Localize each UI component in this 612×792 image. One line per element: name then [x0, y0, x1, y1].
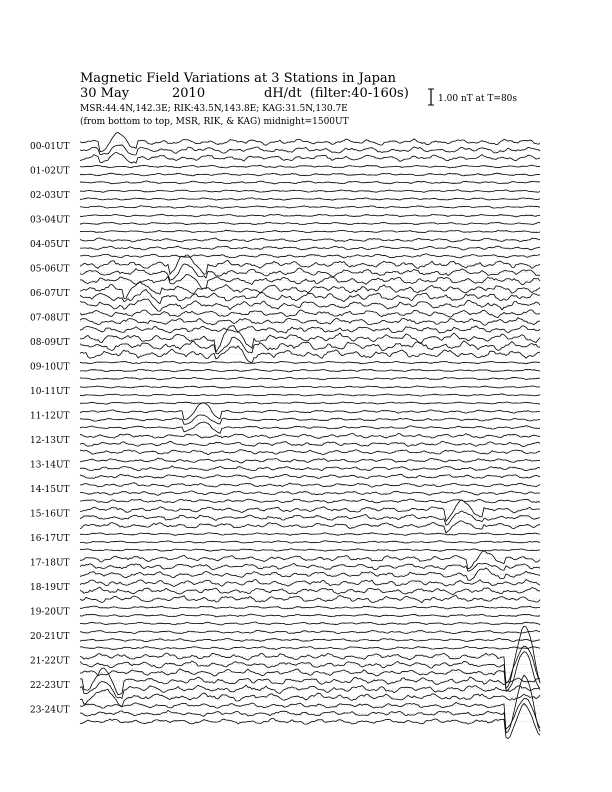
hour-row: [30, 326, 540, 363]
trace-msr: [80, 474, 540, 478]
trace-kag: [80, 668, 540, 695]
trace-msr: [80, 346, 540, 363]
row-label: 15-16UT: [30, 509, 70, 520]
row-label: 02-03UT: [30, 191, 70, 201]
trace-rik: [80, 145, 540, 155]
row-label: 06-07UT: [30, 289, 70, 299]
trace-kag: [80, 255, 540, 274]
row-label: 18-19UT: [30, 583, 70, 593]
trace-msr: [80, 152, 540, 163]
hour-row: [30, 403, 540, 433]
hour-row: [30, 606, 540, 625]
row-label: 13-14UT: [30, 460, 70, 471]
trace-kag: [80, 433, 540, 438]
row-label: 20-21UT: [30, 632, 70, 642]
trace-msr: [80, 521, 540, 533]
trace-kag: [80, 361, 540, 363]
hour-rows: [30, 133, 540, 739]
row-label: 19-20UT: [30, 607, 70, 618]
trace-kag: [80, 310, 540, 318]
trace-msr: [80, 549, 540, 552]
hour-row: [30, 238, 540, 258]
hour-row: [30, 630, 540, 649]
row-label: 12-13UT: [30, 436, 70, 446]
row-label: 04-05UT: [30, 240, 70, 250]
row-label: 21-22UT: [30, 656, 70, 667]
scale-bar: [428, 89, 434, 105]
trace-kag: [80, 675, 540, 733]
trace-msr: [80, 652, 540, 690]
trace-rik: [80, 369, 540, 372]
trace-rik: [80, 222, 540, 224]
row-label: 08-09UT: [30, 338, 70, 348]
hour-row: [30, 500, 540, 533]
trace-msr: [80, 377, 540, 379]
row-label: 16-17UT: [30, 534, 70, 544]
trace-msr: [80, 622, 540, 625]
hour-row: [30, 483, 540, 503]
hour-row: [30, 433, 540, 454]
hour-row: [30, 255, 540, 289]
date-year: 2010: [172, 86, 206, 101]
trace-rik: [80, 441, 540, 446]
trace-msr: [80, 450, 540, 455]
hour-row: [30, 675, 540, 738]
trace-rik: [80, 699, 540, 730]
trace-kag: [80, 282, 540, 299]
row-label: 05-06UT: [30, 264, 70, 275]
trace-rik: [80, 466, 540, 471]
trace-msr: [80, 704, 540, 739]
hour-row: [30, 282, 540, 311]
row-label: 09-10UT: [30, 362, 70, 373]
hour-row: [30, 533, 540, 552]
row-label: 00-01UT: [30, 142, 70, 152]
hour-row: [30, 214, 540, 233]
trace-kag: [80, 403, 540, 420]
row-label: 17-18UT: [30, 558, 70, 569]
trace-rik: [80, 541, 540, 544]
filter-label: (filter:40-160s): [309, 86, 409, 101]
chart-title: Magnetic Field Variations at 3 Stations in Japan: [80, 71, 397, 86]
row-label: 03-04UT: [30, 215, 70, 226]
trace-rik: [80, 415, 540, 424]
scale-bar-label: 1.00 nT at T=80s: [438, 94, 518, 104]
hour-row: [30, 165, 540, 184]
row-label: 14-15UT: [30, 485, 70, 495]
trace-msr: [80, 422, 540, 433]
trace-rik: [80, 246, 540, 250]
trace-msr: [80, 689, 540, 706]
hour-row: [30, 386, 540, 404]
trace-kag: [80, 326, 540, 352]
date-day: 30 May: [80, 86, 130, 101]
hour-row: [30, 361, 540, 379]
row-label: 07-08UT: [30, 313, 70, 324]
trace-msr: [80, 275, 540, 290]
hour-row: [30, 190, 540, 209]
station-order-note: (from bottom to top, MSR, RIK, & KAG) midnight=1500UT: [80, 117, 349, 127]
quantity-label: dH/dt: [264, 86, 302, 101]
trace-kag: [80, 606, 540, 609]
row-label: 01-02UT: [30, 166, 70, 177]
hour-row: [30, 668, 540, 707]
row-label: 23-24UT: [30, 705, 70, 716]
row-label: 11-12UT: [30, 411, 70, 422]
hour-row: [30, 458, 540, 478]
trace-rik: [80, 491, 540, 495]
hour-row: [30, 551, 540, 580]
trace-rik: [80, 614, 540, 617]
hour-row: [30, 580, 540, 603]
row-label: 10-11UT: [30, 387, 70, 397]
hour-row: [30, 310, 540, 333]
trace-kag: [80, 165, 540, 168]
trace-rik: [80, 511, 540, 525]
row-label: 22-23UT: [30, 681, 70, 691]
hour-row: [30, 133, 540, 164]
trace-kag: [80, 386, 540, 388]
station-coordinates: MSR:44.4N,142.3E; RIK:43.5N,143.8E; KAG:31.5N,130.7E: [80, 104, 348, 114]
trace-rik: [80, 681, 540, 698]
trace-rik: [80, 318, 540, 325]
